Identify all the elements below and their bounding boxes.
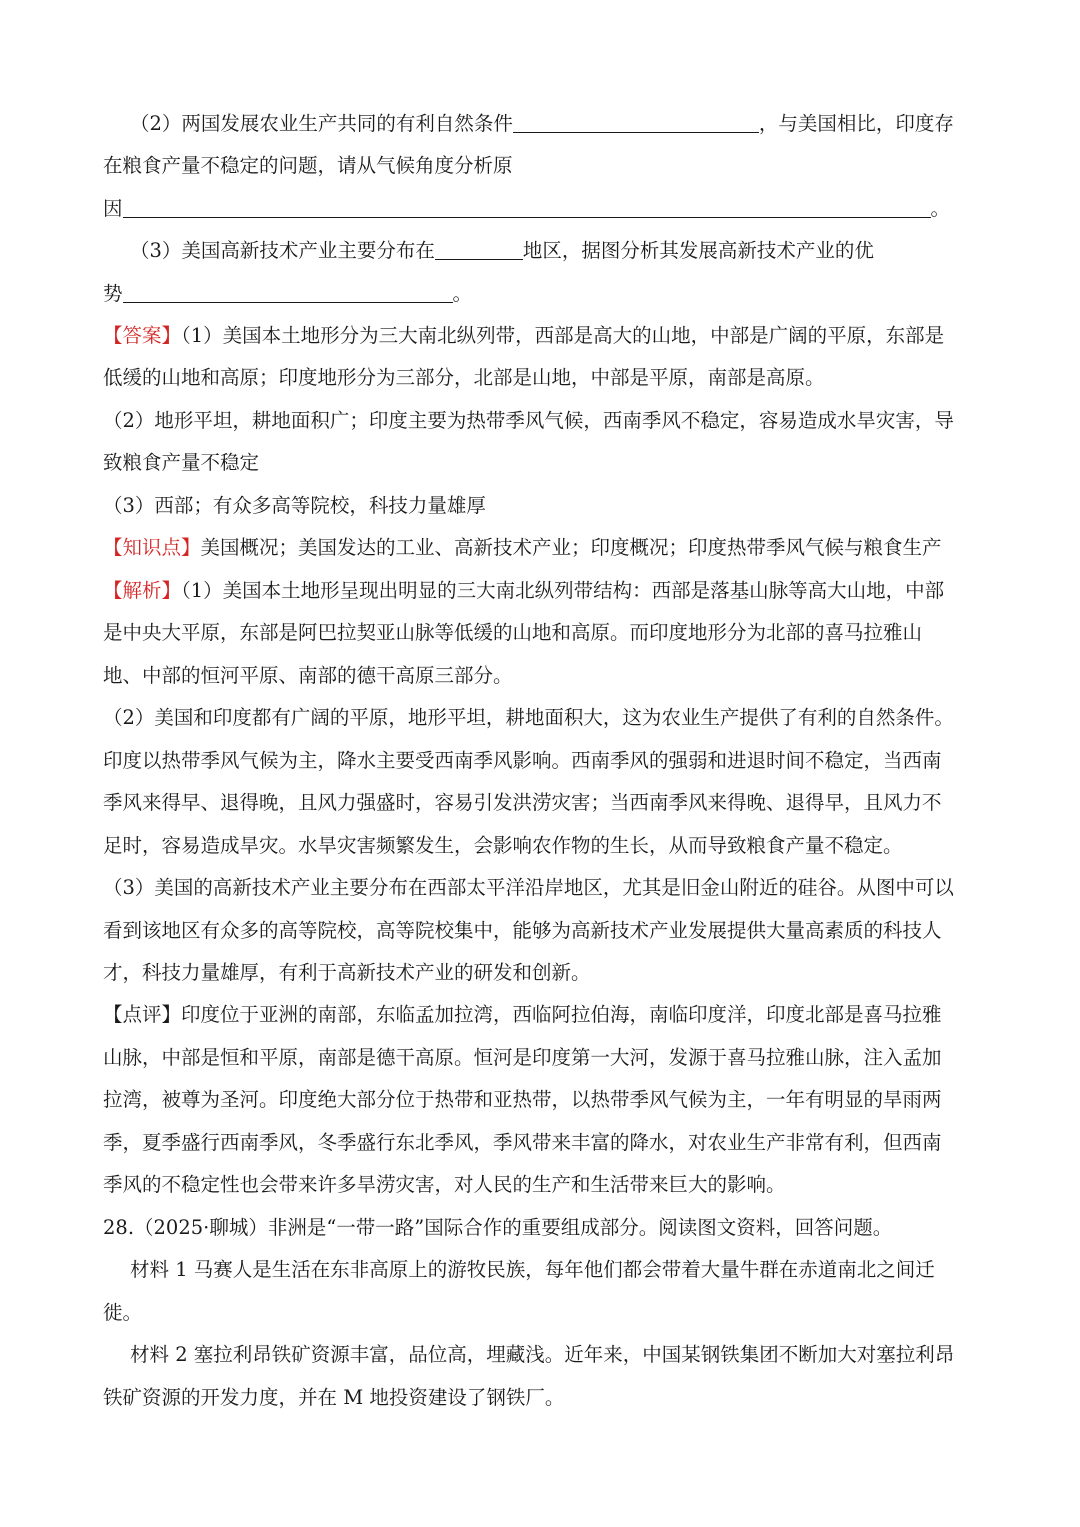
knowledge-text: 美国概况；美国发达的工业、高新技术产业；印度概况；印度热带季风气候与粮食生产	[200, 536, 942, 559]
answer-line-4: 致粮食产量不稳定	[103, 451, 260, 474]
question-2-line-1	[130, 110, 954, 138]
analysis-line-10: 才，科技力量雄厚，有利于高新技术产业的研发和创新。	[103, 961, 591, 984]
analysis-tag: 【解析】	[103, 579, 182, 602]
comment-line-5: 季风的不稳定性也会带来许多旱涝灾害，对人民的生产和生活带来巨大的影响。	[103, 1173, 786, 1196]
comment-line-4: 季，夏季盛行西南季风，冬季盛行东北季风，季风带来丰富的降水，对农业生产非常有利，但西南	[103, 1131, 942, 1154]
comment-line-2: 山脉，中部是恒和平原，南部是德干高原。恒河是印度第一大河，发源于喜马拉雅山脉，注入孟加	[103, 1046, 942, 1069]
question-3-end: 。	[452, 282, 473, 305]
answer-tag: 【答案】	[103, 324, 182, 347]
answer-blank[interactable]	[513, 110, 759, 133]
analysis-line-3: 地、中部的恒河平原、南部的德干高原三部分。	[103, 664, 513, 687]
question-3-prefix: （3）美国高新技术产业主要分布在	[130, 239, 435, 262]
analysis-line-4: （2）美国和印度都有广阔的平原，地形平坦，耕地面积大，这为农业生产提供了有利的自然条件。	[103, 706, 954, 729]
question-2-line-2: 在粮食产量不稳定的问题，请从气候角度分析原	[103, 154, 513, 177]
knowledge-line	[103, 534, 942, 562]
material-2-line-2: 铁矿资源的开发力度，并在 M 地投资建设了钢铁厂。	[103, 1386, 565, 1409]
answer-text: （1）美国本土地形分为三大南北纵列带，西部是高大的山地，中部是广阔的平原，东部是	[181, 324, 945, 347]
question-2-mid: ，与美国相比，印度存	[758, 112, 954, 135]
analysis-line-8: （3）美国的高新技术产业主要分布在西部太平洋沿岸地区，尤其是旧金山附近的硅谷。从图中可以	[103, 876, 954, 899]
analysis-line-5: 印度以热带季风气候为主，降水主要受西南季风影响。西南季风的强弱和进退时间不稳定，当西南	[103, 749, 942, 772]
material-1-line-1: 材料 1 马赛人是生活在东非高原上的游牧民族，每年他们都会带着大量牛群在赤道南北之间迁	[130, 1258, 935, 1281]
answer-line-5: （3）西部；有众多高等院校，科技力量雄厚	[103, 494, 486, 517]
analysis-line-1	[103, 577, 944, 605]
comment-line-3: 拉湾，被尊为圣河。印度绝大部分位于热带和亚热带，以热带季风气候为主，一年有明显的旱雨两	[103, 1088, 942, 1111]
question-3-mid: 地区，据图分析其发展高新技术产业的优	[522, 239, 874, 262]
comment-tag: 【点评】	[103, 1003, 182, 1026]
question-3-line2-start: 势	[103, 282, 123, 305]
answer-line-3: （2）地形平坦，耕地面积广；印度主要为热带季风气候，西南季风不稳定，容易造成水旱灾害，导	[103, 409, 954, 432]
answer-blank[interactable]	[123, 280, 453, 303]
material-2-line-1: 材料 2 塞拉利昂铁矿资源丰富，品位高，埋藏浅。近年来，中国某钢铁集团不断加大对塞拉利昂	[130, 1343, 955, 1366]
question-2-end: 。	[930, 197, 951, 220]
analysis-text: （1）美国本土地形呈现出明显的三大南北纵列带结构：西部是落基山脉等高大山地，中部	[181, 579, 945, 602]
comment-text: 印度位于亚洲的南部，东临孟加拉湾，西临阿拉伯海，南临印度洋，印度北部是喜马拉雅	[181, 1003, 942, 1026]
analysis-line-2: 是中央大平原，东部是阿巴拉契亚山脉等低缓的山地和高原。而印度地形分为北部的喜马拉雅山	[103, 621, 923, 644]
question-28-header: 28.（2025·聊城）非洲是“一带一路”国际合作的重要组成部分。阅读图文资料，回答问题。	[103, 1216, 893, 1239]
answer-line-1	[103, 322, 944, 350]
analysis-line-9: 看到该地区有众多的高等院校，高等院校集中，能够为高新技术产业发展提供大量高素质的科技人	[103, 919, 942, 942]
knowledge-tag: 【知识点】	[103, 536, 201, 559]
analysis-line-6: 季风来得早、退得晚，且风力强盛时，容易引发洪涝灾害；当西南季风来得晚、退得早，且风力不	[103, 791, 942, 814]
answer-blank[interactable]	[435, 237, 523, 260]
answer-line-2: 低缓的山地和高原；印度地形分为三部分，北部是山地，中部是平原，南部是高原。	[103, 366, 825, 389]
question-3-line-2	[103, 280, 472, 308]
comment-line-1	[103, 1001, 942, 1029]
question-2-line-3	[103, 195, 950, 223]
material-1-line-2: 徙。	[103, 1301, 143, 1324]
question-2-line3-start: 因	[103, 197, 123, 220]
analysis-line-7: 足时，容易造成旱灾。水旱灾害频繁发生，会影响农作物的生长，从而导致粮食产量不稳定。	[103, 834, 903, 857]
answer-blank[interactable]	[123, 195, 931, 218]
question-2-prefix: （2）两国发展农业生产共同的有利自然条件	[130, 112, 513, 135]
question-3-line-1	[130, 237, 874, 265]
